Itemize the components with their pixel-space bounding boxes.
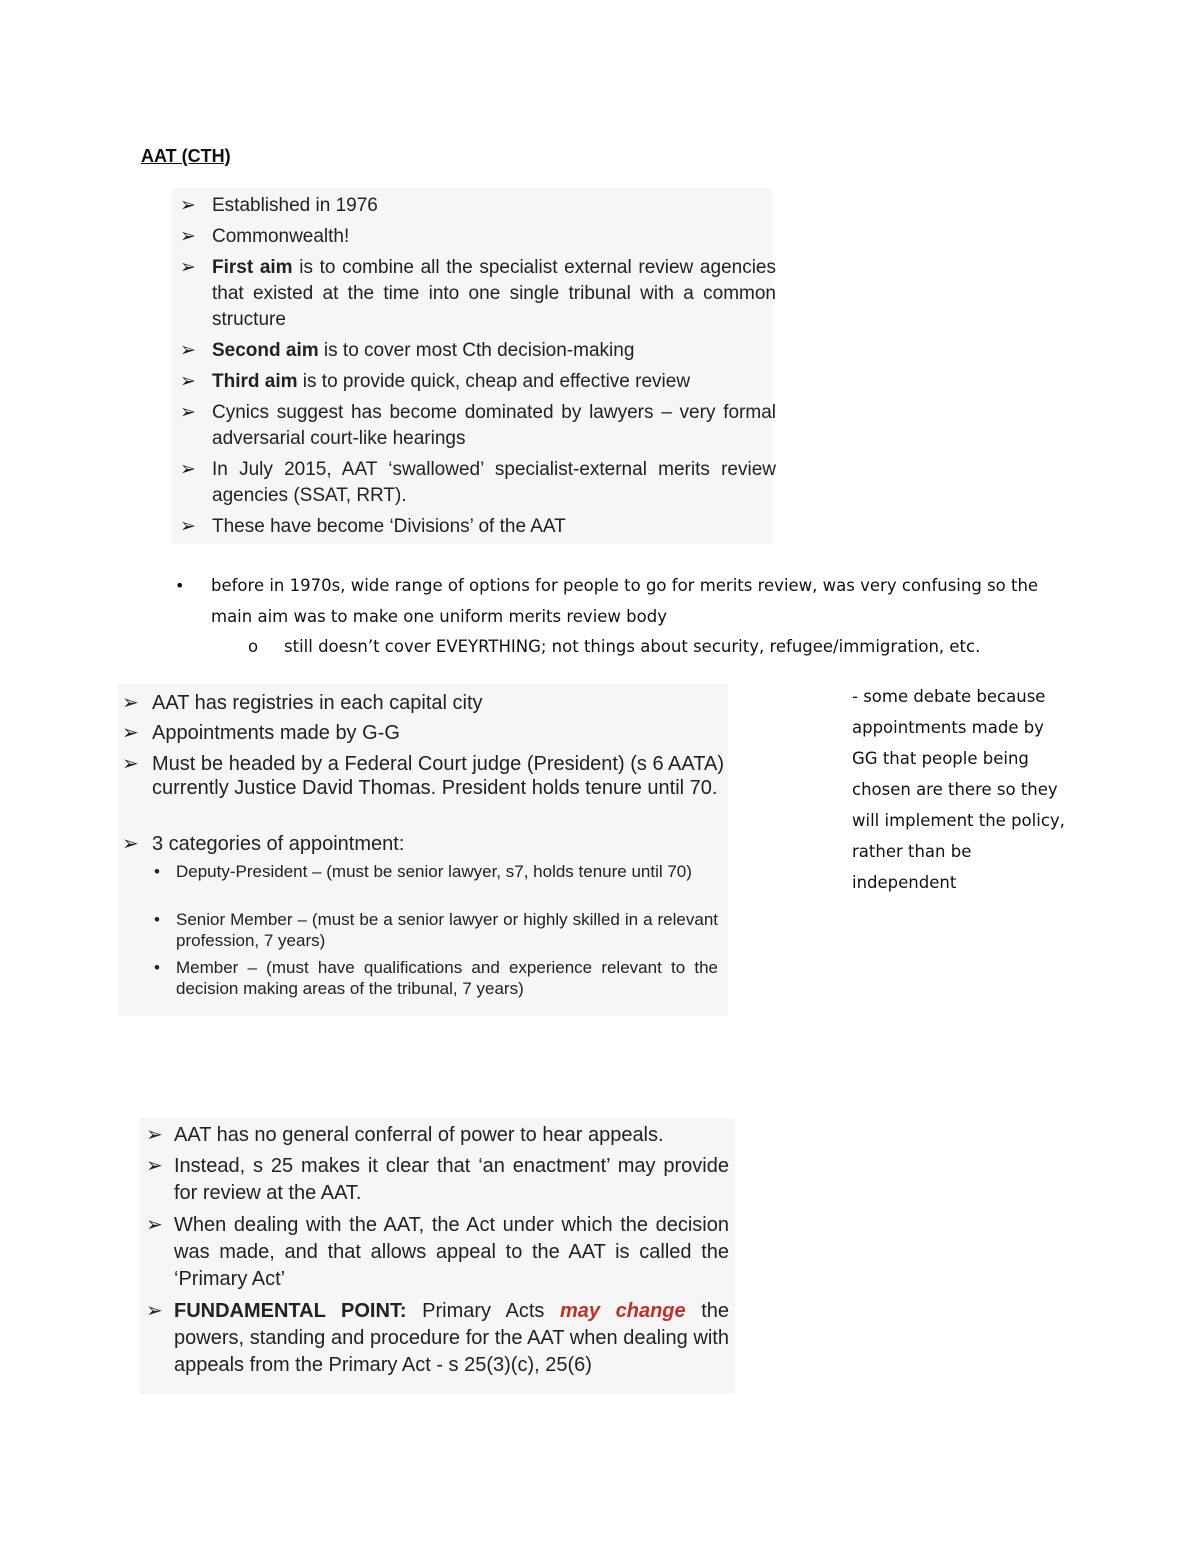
item-bold: Second aim bbox=[212, 340, 319, 361]
slide2-item-4 bbox=[118, 832, 724, 856]
slide2-subitem-1 bbox=[118, 861, 718, 882]
slide1-item-2 bbox=[172, 224, 776, 250]
arrow-bullet-icon: ➢ bbox=[180, 195, 196, 216]
arrow-bullet-icon: ➢ bbox=[122, 722, 139, 744]
item-text: AAT has no general conferral of power to hear appeals. bbox=[174, 1124, 664, 1146]
slide1-item-5 bbox=[172, 369, 776, 395]
item-text: is to provide quick, cheap and effective review bbox=[297, 371, 691, 392]
slide1-item-4 bbox=[172, 338, 776, 364]
item-text: Commonwealth! bbox=[212, 226, 350, 247]
slide1-item-7 bbox=[172, 457, 776, 509]
slide1-item-6 bbox=[172, 400, 776, 452]
slide3-item-fundamental bbox=[140, 1298, 729, 1379]
item-text: Appointments made by G-G bbox=[152, 722, 400, 744]
subitem-text: Deputy-President – (must be senior lawyer, s7, holds tenure until 70) bbox=[176, 862, 692, 881]
item-text: Cynics suggest has become dominated by lawyers – very formal adversarial court-like hearings bbox=[212, 402, 776, 449]
slide1-item-1 bbox=[172, 193, 776, 219]
item-text: Instead, s 25 makes it clear that ‘an enactment’ may provide for review at the AAT. bbox=[174, 1155, 729, 1204]
item-text: These have become ‘Divisions’ of the AAT bbox=[212, 516, 566, 537]
arrow-bullet-icon: ➢ bbox=[180, 371, 196, 392]
bullet-dot-icon: • bbox=[154, 958, 160, 977]
slide1-item-8 bbox=[172, 514, 776, 540]
slide2-item-1 bbox=[118, 691, 724, 715]
item-text: is to cover most Cth decision-making bbox=[318, 340, 635, 361]
arrow-bullet-icon: ➢ bbox=[122, 833, 139, 855]
slide1-item-3 bbox=[172, 255, 776, 333]
slide-image-aat-appointments bbox=[118, 684, 728, 1016]
item-text: is to combine all the specialist external review agencies that existed at the time into one single tribunal with a common structure bbox=[212, 257, 776, 330]
arrow-bullet-icon: ➢ bbox=[122, 753, 139, 775]
arrow-bullet-icon: ➢ bbox=[146, 1155, 163, 1177]
slide2-item-2 bbox=[118, 721, 724, 745]
arrow-bullet-icon: ➢ bbox=[180, 516, 196, 537]
page-heading: AAT (CTH) bbox=[141, 146, 231, 166]
arrow-bullet-icon: ➢ bbox=[180, 459, 196, 480]
side-note: - some debate because appointments made by GG that people being chosen are there so they will implement the policy, rather than be independent bbox=[852, 687, 1065, 892]
item-text: Must be headed by a Federal Court judge (President) (s 6 AATA) currently Justice David Thomas. President holds tenure until 70. bbox=[152, 753, 724, 799]
item-text: Established in 1976 bbox=[212, 195, 378, 216]
item-text: When dealing with the AAT, the Act under which the decision was made, and that allows appeal to the AAT is called the ‘Primary Act’ bbox=[174, 1214, 729, 1290]
arrow-bullet-icon: ➢ bbox=[146, 1300, 163, 1322]
fundamental-pre: Primary Acts bbox=[406, 1300, 560, 1322]
slide-image-aat-overview bbox=[172, 188, 776, 544]
arrow-bullet-icon: ➢ bbox=[122, 692, 139, 714]
slide2-subitem-3 bbox=[118, 957, 718, 999]
item-text: 3 categories of appointment: bbox=[152, 833, 405, 855]
bullet-dot-icon: • bbox=[154, 910, 160, 929]
arrow-bullet-icon: ➢ bbox=[146, 1214, 163, 1236]
fundamental-emphasis: may change bbox=[560, 1300, 686, 1322]
arrow-bullet-icon: ➢ bbox=[180, 257, 196, 278]
bullet-dot-icon: • bbox=[175, 576, 185, 595]
item-bold: First aim bbox=[212, 257, 293, 278]
note-sub-text: still doesn’t cover EVEYRTHING; not things about security, refugee/immigration, etc. bbox=[284, 637, 981, 656]
item-bold: Third aim bbox=[212, 371, 298, 392]
slide2-item-3 bbox=[118, 752, 724, 800]
bullet-dot-icon: • bbox=[154, 862, 160, 881]
item-text: In July 2015, AAT ‘swallowed’ specialist-external merits review agencies (SSAT, RRT). bbox=[212, 459, 776, 506]
slide2-subitem-2 bbox=[118, 909, 718, 951]
slide3-item-3 bbox=[140, 1212, 729, 1293]
sub-bullet-icon: o bbox=[248, 637, 259, 656]
note-bullet-text: before in 1970s, wide range of options for people to go for merits review, was very confusing so the main aim was to make one uniform merits review body bbox=[211, 576, 1039, 626]
fundamental-post: the powers, standing and procedure for the AAT when dealing with appeals from the Primary Act - s 25(3)(c), 25(6) bbox=[174, 1300, 729, 1376]
arrow-bullet-icon: ➢ bbox=[180, 402, 196, 423]
item-text: AAT has registries in each capital city bbox=[152, 692, 483, 714]
arrow-bullet-icon: ➢ bbox=[180, 340, 196, 361]
subitem-text: Member – (must have qualifications and experience relevant to the decision making areas of the tribunal, 7 years) bbox=[176, 958, 718, 998]
subitem-text: Senior Member – (must be a senior lawyer or highly skilled in a relevant profession, 7 years) bbox=[176, 910, 718, 950]
slide-image-aat-primary-act bbox=[140, 1118, 735, 1394]
arrow-bullet-icon: ➢ bbox=[146, 1124, 163, 1146]
fundamental-label: FUNDAMENTAL POINT: bbox=[174, 1300, 407, 1322]
arrow-bullet-icon: ➢ bbox=[180, 226, 196, 247]
slide3-item-1 bbox=[140, 1122, 729, 1149]
slide3-item-2 bbox=[140, 1153, 729, 1207]
